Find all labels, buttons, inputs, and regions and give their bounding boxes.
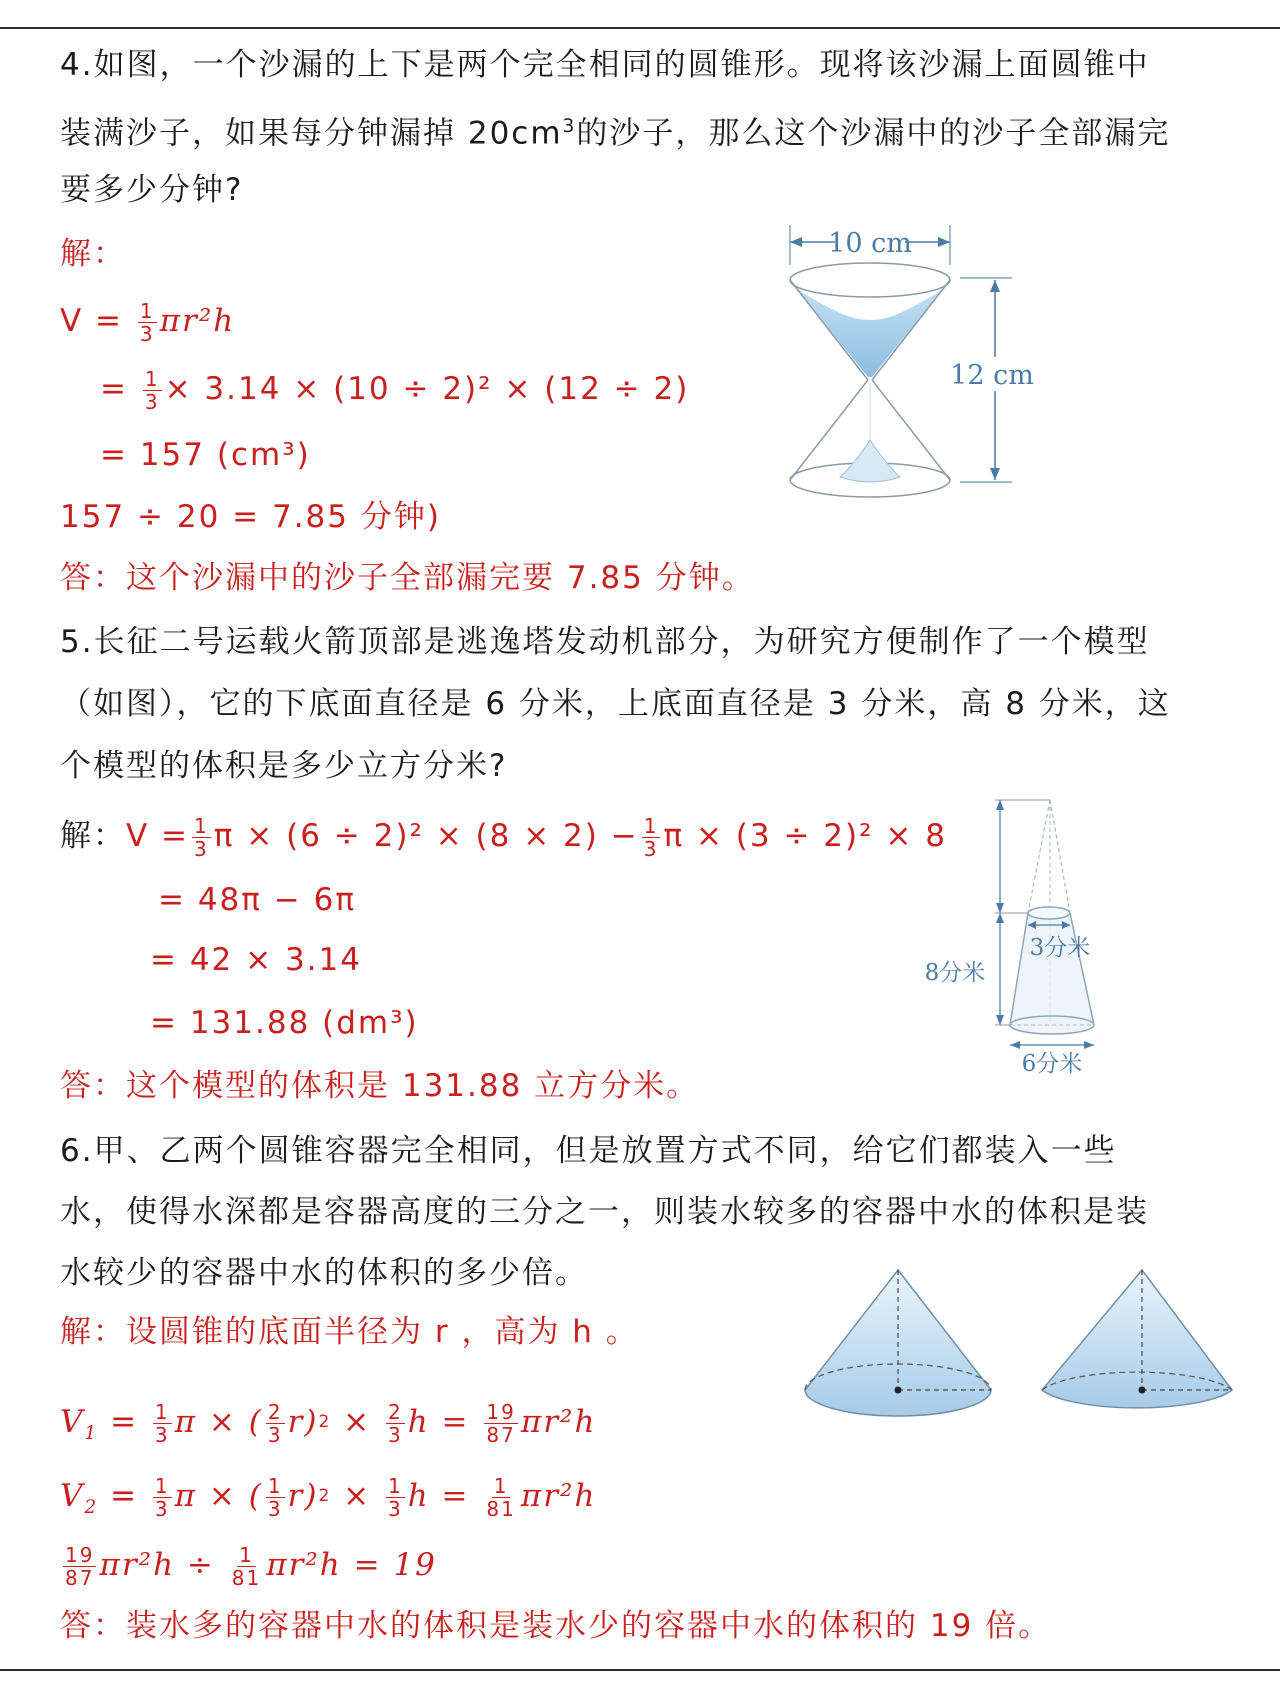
p6-v2d: π × ( — [174, 1478, 263, 1514]
p6-question-line1: 6.甲、乙两个圆锥容器完全相同，但是放置方式不同，给它们都装入一些 — [60, 1133, 1117, 1169]
rocket-model-figure — [910, 795, 1110, 1085]
fraction-one-third: $\frac{1}{3}$ — [194, 814, 209, 861]
fraction-one-eighty-first: $\frac{1}{81}$ — [231, 1543, 262, 1590]
p5-question-line1: 5.长征二号运载火箭顶部是逃逸塔发动机部分，为研究方便制作了一个模型 — [60, 624, 1150, 660]
p6-v1c: = — [98, 1404, 150, 1440]
p4-answer: 答：这个沙漏中的沙子全部漏完要 7.85 分钟。 — [60, 560, 755, 596]
p6-question-line3: 水较少的容器中水的体积的多少倍。 — [60, 1255, 588, 1291]
p5-l1c: π × (3 ÷ 2)² × 8 — [663, 818, 947, 854]
p6-question-line2: 水，使得水深都是容器高度的三分之一，则装水较多的容器中水的体积是装 — [60, 1194, 1149, 1230]
p5-formula-line3: = 42 × 3.14 — [150, 942, 362, 978]
fraction-one-third: $\frac{1}{3}$ — [154, 1400, 170, 1447]
p4-solution-label: 解： — [60, 236, 126, 272]
p6-formula-ratio — [60, 1540, 437, 1590]
p4-question-line1: 4.如图，一个沙漏的上下是两个完全相同的圆锥形。现将该沙漏上面圆锥中 — [60, 47, 1150, 83]
fraction-one-third: $\frac{1}{3}$ — [144, 367, 160, 414]
fraction-nineteen-eighty-sevenths: $\frac{19}{87}$ — [65, 1543, 95, 1590]
p6-l3a: πr²h ÷ — [99, 1547, 227, 1583]
p6-formula-v2 — [60, 1468, 596, 1536]
cone-right — [1042, 1270, 1232, 1408]
p4-formula-line3: = 157 (cm³) — [100, 437, 311, 473]
p5-fig-top-label: 3分米 — [1029, 935, 1091, 961]
p4-formula-line2 — [100, 368, 689, 413]
p5-question-line3: 个模型的体积是多少立方分米? — [60, 748, 508, 784]
p6-v2i: πr²h — [520, 1478, 597, 1514]
fraction-two-thirds: $\frac{2}{3}$ — [388, 1400, 403, 1447]
p5-formula-line1 — [60, 815, 947, 860]
p4-formula-line1 — [60, 300, 235, 345]
p6-answer: 答：装水多的容器中水的体积是装水少的容器中水的体积的 19 倍。 — [60, 1608, 1052, 1644]
p6-solution-line: 解：设圆锥的底面半径为 r ，高为 h 。 — [60, 1314, 639, 1350]
p6-v1h: h = — [407, 1404, 482, 1440]
p5-formula-line2: = 48π − 6π — [158, 882, 357, 918]
p6-v2c: = — [98, 1478, 150, 1514]
hourglass-figure — [780, 215, 1050, 515]
p6-v1a: V — [60, 1404, 85, 1440]
fraction-two-thirds: $\frac{2}{3}$ — [267, 1400, 283, 1447]
p5-l1a: V = — [126, 818, 190, 854]
fraction-one-third: $\frac{1}{3}$ — [643, 814, 659, 861]
fraction-one-third: $\frac{1}{3}$ — [154, 1474, 170, 1521]
p4-fig-height-label: 12 cm — [950, 360, 1034, 391]
p6-l3b: πr²h = 19 — [266, 1547, 437, 1583]
p6-v1i: πr²h — [520, 1404, 597, 1440]
p6-v1d: π × ( — [174, 1404, 263, 1440]
bottom-rule — [0, 1669, 1280, 1671]
p4-l2b: × 3.14 × (10 ÷ 2)² × (12 ÷ 2) — [164, 371, 690, 407]
fraction-one-third: $\frac{1}{3}$ — [267, 1474, 283, 1521]
p5-question-line2: （如图），它的下底面直径是 6 分米，上底面直径是 3 分米，高 8 分米，这 — [60, 686, 1171, 722]
p6-v1g: × — [331, 1404, 383, 1440]
p6-v2e: r) — [287, 1478, 319, 1514]
p5-fig-bottom-label: 6分米 — [1021, 1051, 1083, 1077]
p6-formula-v1 — [60, 1394, 596, 1462]
p6-v2g: × — [331, 1478, 383, 1514]
p4-question-line3: 要多少分钟? — [60, 172, 244, 208]
fraction-one-third: $\frac{1}{3}$ — [388, 1474, 403, 1521]
p4-question-line2 — [60, 107, 1170, 153]
p4-q2-sup: 3 — [562, 116, 577, 137]
p4-formula-line4: 157 ÷ 20 = 7.85 分钟) — [60, 499, 441, 535]
fraction-one-third: $\frac{1}{3}$ — [139, 299, 155, 346]
p6-v1e: r) — [287, 1404, 319, 1440]
top-rule — [0, 27, 1280, 29]
p4-q2-part2: 的沙子，那么这个沙漏中的沙子全部漏完 — [576, 115, 1171, 152]
p6-v2f: 2 — [318, 1486, 332, 1506]
p5-answer: 答：这个模型的体积是 131.88 立方分米。 — [60, 1068, 700, 1104]
p6-v1f: 2 — [318, 1412, 332, 1432]
p5-fig-height-label: 8分米 — [924, 960, 986, 986]
p6-v2a: V — [60, 1478, 85, 1514]
p5-formula-line4: = 131.88 (dm³) — [150, 1005, 419, 1041]
p6-v2h: h = — [407, 1478, 482, 1514]
p6-v1b: 1 — [84, 1423, 99, 1445]
p6-v2b: 2 — [84, 1497, 99, 1519]
p4-l2a: = — [100, 371, 140, 407]
p4-l1a: V = — [60, 303, 135, 339]
p4-q2-part1: 装满沙子，如果每分钟漏掉 20cm — [60, 115, 563, 152]
cone-left — [805, 1270, 991, 1416]
p4-l1b: πr²h — [159, 303, 236, 339]
p4-fig-width-label: 10 cm — [828, 228, 912, 259]
fraction-one-eighty-first: $\frac{1}{81}$ — [486, 1474, 516, 1521]
fraction-nineteen-eighty-sevenths: $\frac{19}{87}$ — [486, 1400, 516, 1447]
p5-l1b: π × (6 ÷ 2)² × (8 × 2) − — [213, 818, 639, 854]
two-cones-figure — [800, 1265, 1240, 1430]
p5-solution-label: 解： — [60, 818, 126, 854]
